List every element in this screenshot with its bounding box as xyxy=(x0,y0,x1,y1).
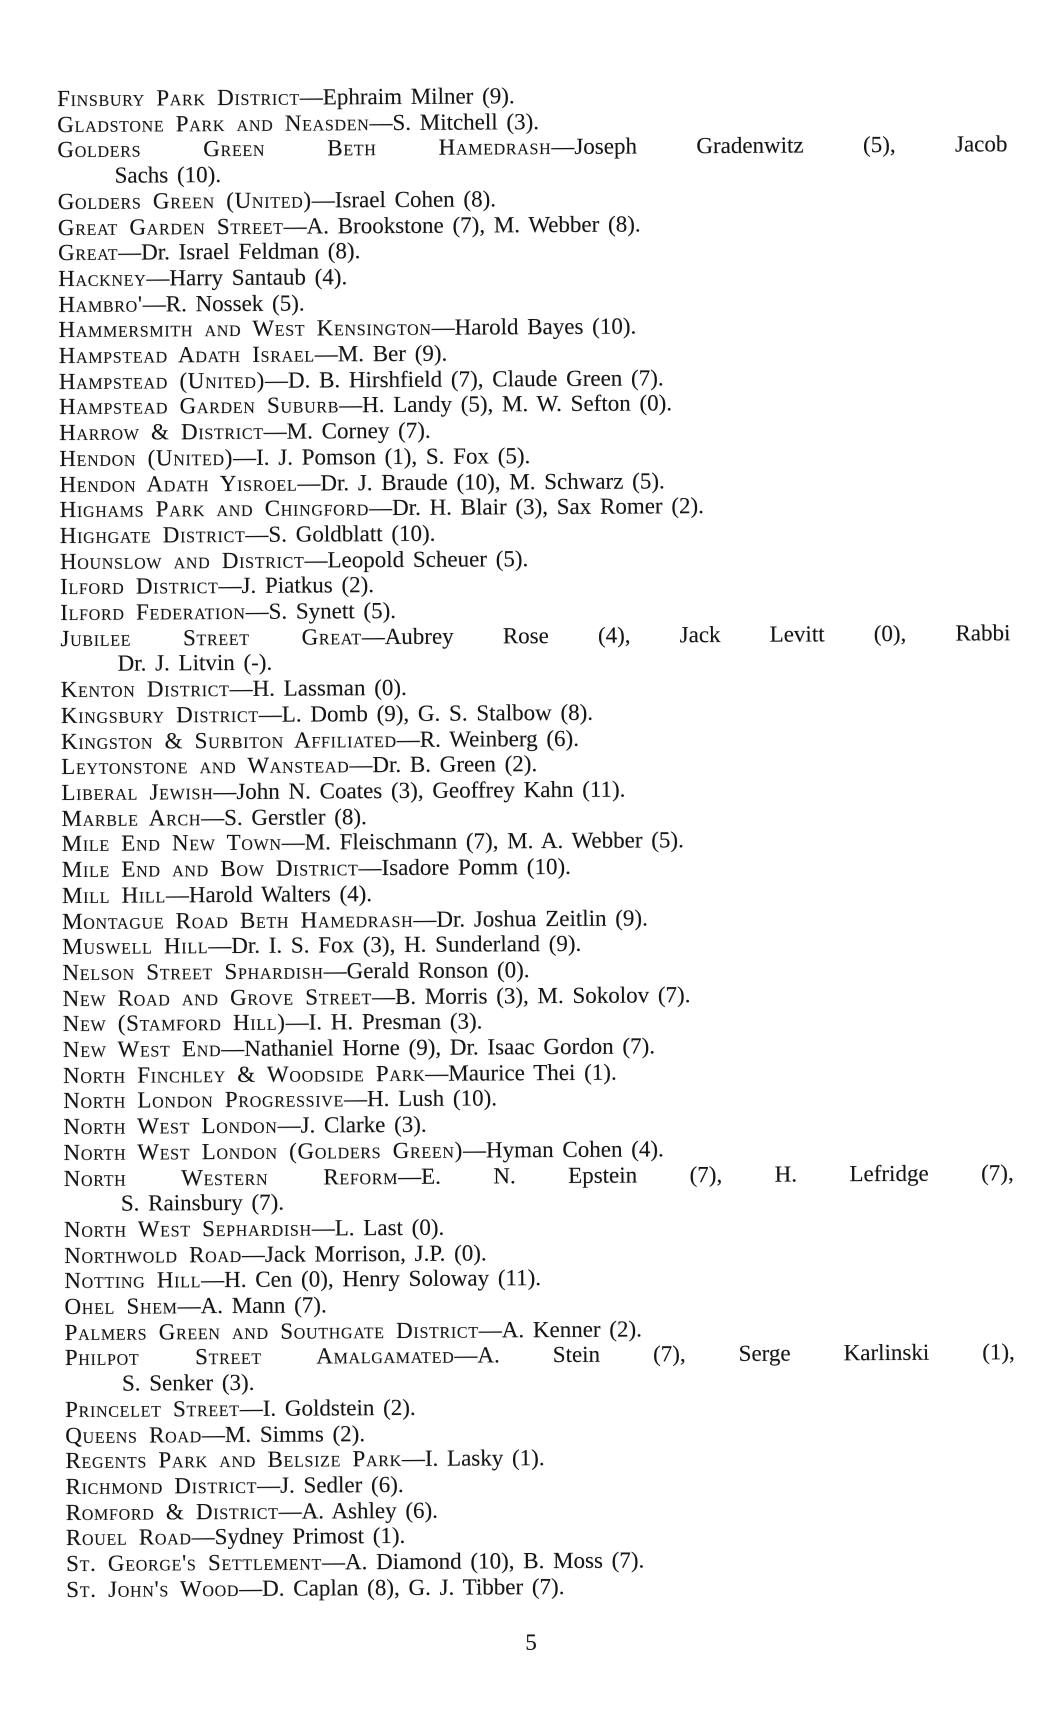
entry-district-name: Richmond District xyxy=(65,1472,258,1499)
entry-district-name: Harrow & District xyxy=(59,418,264,446)
entry-district-name: Hendon (United) xyxy=(59,444,234,471)
entry-district-name: New West End xyxy=(62,1036,222,1062)
entry-district-name: Queens Road xyxy=(65,1421,202,1448)
entry-district-name: Romford & District xyxy=(65,1498,279,1525)
entry-district-name: Hampstead Garden Suburb xyxy=(58,392,340,420)
entry-continuation-line: Sachs (10). xyxy=(114,162,222,188)
entry-continuation-line: S. Rainsbury (7). xyxy=(120,1189,285,1216)
entry-district-name: Finsbury Park District xyxy=(57,84,300,111)
list-item xyxy=(66,1571,1016,1603)
entry-district-name: Mill Hill xyxy=(61,882,166,908)
entry-delegate-names: —L. Last (0). xyxy=(311,1214,445,1241)
entry-district-name: North West London xyxy=(63,1112,278,1140)
entry-delegate-names: —M. Corney (7). xyxy=(263,417,431,444)
entry-continuation-line: S. Senker (3). xyxy=(121,1369,255,1396)
entry-delegate-names: —Dr. Joshua Zeitlin (9). xyxy=(413,904,648,932)
entry-delegate-names: —Harold Bayes (10). xyxy=(431,313,637,341)
entry-delegate-names: —Dr. J. Braude (10), M. Schwarz (5). xyxy=(297,467,665,496)
entry-district-name: Muswell Hill xyxy=(62,933,209,960)
entry-delegate-names: —A. Mann (7). xyxy=(177,1292,327,1319)
entry-delegate-names: —L. Domb (9), G. S. Stalbow (8). xyxy=(258,699,594,727)
entry-first-line xyxy=(66,1571,1016,1602)
entry-district-name: Palmers Green and Southgate District xyxy=(64,1317,479,1345)
entry-delegate-names: —Jack Morrison, J.P. (0). xyxy=(241,1240,487,1267)
entry-delegate-names: —M. Fleischmann (7), M. A. Webber (5). xyxy=(281,827,684,856)
entry-delegate-names: —M. Ber (9). xyxy=(314,340,448,367)
entry-delegate-names: —A. Brookstone (7), M. Webber (8). xyxy=(283,210,641,239)
entry-delegate-names: —Dr. I. S. Fox (3), H. Sunderland (9). xyxy=(208,931,582,959)
entry-district-name: Nelson Street Sphardish xyxy=(62,958,324,985)
entry-delegate-names: —H. Cen (0), Henry Soloway (11). xyxy=(201,1265,542,1293)
entry-district-name: Marble Arch xyxy=(61,804,202,831)
list-item xyxy=(57,132,1007,189)
entry-delegate-names: —John N. Coates (3), Geoffrey Kahn (11). xyxy=(213,776,626,805)
entry-continuation-line: Dr. J. Litvin (-). xyxy=(117,650,273,677)
entry-delegate-names: —H. Lassman (0). xyxy=(229,675,407,702)
entry-delegate-names: —A. Ashley (6). xyxy=(278,1497,438,1524)
entry-delegate-names: —I. J. Pomson (1), S. Fox (5). xyxy=(232,442,531,470)
entry-delegate-names: —Dr. B. Green (2). xyxy=(349,751,538,778)
entry-district-name: Ilford District xyxy=(59,573,219,600)
entry-delegate-names: —Nathaniel Horne (9), Dr. Isaac Gordon (7). xyxy=(221,1033,656,1062)
entry-district-name: Hammersmith and West Kensington xyxy=(58,315,432,343)
entry-delegate-names: —S. Goldblatt (10). xyxy=(245,520,436,547)
entry-district-name: Regents Park and Belsize Park xyxy=(65,1446,402,1474)
entry-delegate-names: —Sydney Primost (1). xyxy=(191,1523,406,1550)
entry-district-name: Golders Green (United) xyxy=(57,187,312,214)
entry-district-name: Hounslow and District xyxy=(59,547,305,574)
entry-delegate-names: —Harold Walters (4). xyxy=(165,880,373,908)
list-item xyxy=(60,620,1010,677)
entry-delegate-names: —I. H. Presman (3). xyxy=(285,1008,483,1035)
entry-district-name: Montague Road Beth Hamedrash xyxy=(62,906,414,934)
entry-delegate-names: —J. Sedler (6). xyxy=(256,1471,404,1498)
entry-district-name: Notting Hill xyxy=(64,1267,202,1294)
entry-delegate-names: —S. Mitchell (3). xyxy=(369,108,540,135)
entry-district-name: Highams Park and Chingford xyxy=(59,495,370,523)
entry-district-name: Ilford Federation xyxy=(60,598,246,626)
entry-district-name: Mile End and Bow District xyxy=(61,855,359,883)
entry-district-name: Rouel Road xyxy=(65,1524,192,1551)
entry-district-name: St. John's Wood xyxy=(66,1575,240,1602)
page-number: 5 xyxy=(525,1630,537,1655)
entry-delegate-names: —Gerald Ronson (0). xyxy=(323,957,530,984)
entry-district-name: Hampstead (United) xyxy=(58,367,265,394)
entry-delegate-names: —Maurice Thei (1). xyxy=(425,1059,617,1086)
entry-district-name: Golders Green Beth Hamedrash xyxy=(57,134,552,163)
entry-delegate-names: —Isadore Pomm (10). xyxy=(358,853,571,881)
entry-delegate-names: —I. Goldstein (2). xyxy=(239,1394,416,1421)
entry-district-name: Highgate District xyxy=(59,521,246,548)
list-item xyxy=(64,1160,1014,1217)
entry-district-name: North Finchley & Woodside Park xyxy=(62,1060,426,1088)
entry-delegate-names: —S. Gerstler (8). xyxy=(200,803,367,830)
entry-district-name: Kenton District xyxy=(60,676,230,703)
entry-delegate-names: —Ephraim Milner (9). xyxy=(299,83,515,110)
entry-delegate-names: —D. B. Hirshfield (7), Claude Green (7). xyxy=(264,365,664,393)
entry-district-name: Philpot Street Amalgamated xyxy=(64,1343,455,1371)
entry-delegate-names: —Leopold Scheuer (5). xyxy=(304,545,529,573)
entry-district-name: Liberal Jewish xyxy=(61,779,214,805)
entry-district-name: North Western Reform xyxy=(63,1163,399,1191)
entry-district-name: Jubilee Street Great xyxy=(60,623,362,651)
entry-delegate-names: —H. Landy (5), M. W. Sefton (0). xyxy=(338,390,673,418)
entry-delegate-names: —Dr. Israel Feldman (8). xyxy=(118,238,361,265)
entry-delegate-names: —M. Simms (2). xyxy=(201,1420,366,1447)
entry-delegate-names: —J. Piatkus (2). xyxy=(218,572,375,599)
entry-district-name: Hampstead Adath Israel xyxy=(58,341,315,369)
entry-delegate-names: —H. Lush (10). xyxy=(343,1085,498,1112)
entry-delegate-names: —I. Lasky (1). xyxy=(401,1445,545,1472)
entry-district-name: St. George's Settlement xyxy=(65,1549,322,1577)
entry-district-name: Northwold Road xyxy=(64,1241,242,1268)
entry-district-name: Hackney xyxy=(58,265,147,291)
entry-delegate-names: —R. Weinberg (6). xyxy=(396,725,579,752)
entry-delegate-names: —J. Clarke (3). xyxy=(277,1111,427,1138)
entry-district-name: Princelet Street xyxy=(65,1395,240,1422)
entry-district-name: Mile End New Town xyxy=(61,830,282,857)
entry-delegate-names: —Hyman Cohen (4). xyxy=(462,1136,664,1163)
entry-district-name: North West Sephardish xyxy=(63,1215,312,1242)
entry-delegate-names: —Joseph Gradenwitz (5), Jacob xyxy=(551,131,1008,160)
entry-delegate-names: —A. Kenner (2). xyxy=(478,1316,642,1343)
entry-delegate-names: —Harry Santaub (4). xyxy=(146,264,348,291)
entry-district-name: Hambro' xyxy=(58,291,143,317)
entry-delegate-names: —B. Morris (3), M. Sokolov (7). xyxy=(371,981,691,1009)
entry-delegate-names: —A. Stein (7), Serge Karlinski (1), xyxy=(454,1339,1015,1369)
list-item xyxy=(65,1340,1015,1397)
delegate-list xyxy=(57,80,1016,1602)
entry-district-name: Kingston & Surbiton Affiliated xyxy=(60,726,397,754)
entry-district-name: New (Stamford Hill) xyxy=(62,1009,286,1037)
entry-delegate-names: —A. Diamond (10), B. Moss (7). xyxy=(321,1547,645,1575)
entry-delegate-names: —Israel Cohen (8). xyxy=(311,186,497,213)
entry-district-name: Leytonstone and Wanstead xyxy=(61,752,350,780)
entry-district-name: Great Garden Street xyxy=(57,213,284,240)
entry-district-name: Hendon Adath Yisroel xyxy=(59,470,298,497)
entry-delegate-names: —Dr. H. Blair (3), Sax Romer (2). xyxy=(368,493,704,521)
entry-district-name: Great xyxy=(57,239,119,266)
entry-delegate-names: —E. N. Epstein (7), H. Lefridge (7), xyxy=(397,1159,1014,1189)
entry-district-name: Gladstone Park and Neasden xyxy=(57,109,370,137)
entry-district-name: North London Progressive xyxy=(63,1086,345,1114)
entry-delegate-names: —R. Nossek (5). xyxy=(142,290,305,317)
entry-delegate-names: —D. Caplan (8), G. J. Tibber (7). xyxy=(239,1573,565,1601)
entry-district-name: New Road and Grove Street xyxy=(62,983,373,1011)
entry-district-name: North West London (Golders Green) xyxy=(63,1137,463,1165)
entry-district-name: Ohel Shem xyxy=(64,1293,178,1320)
entry-delegate-names: —S. Synett (5). xyxy=(245,598,397,624)
entry-district-name: Kingsbury District xyxy=(60,701,259,728)
entry-delegate-names: —Aubrey Rose (4), Jack Levitt (0), Rabbi xyxy=(361,619,1011,649)
